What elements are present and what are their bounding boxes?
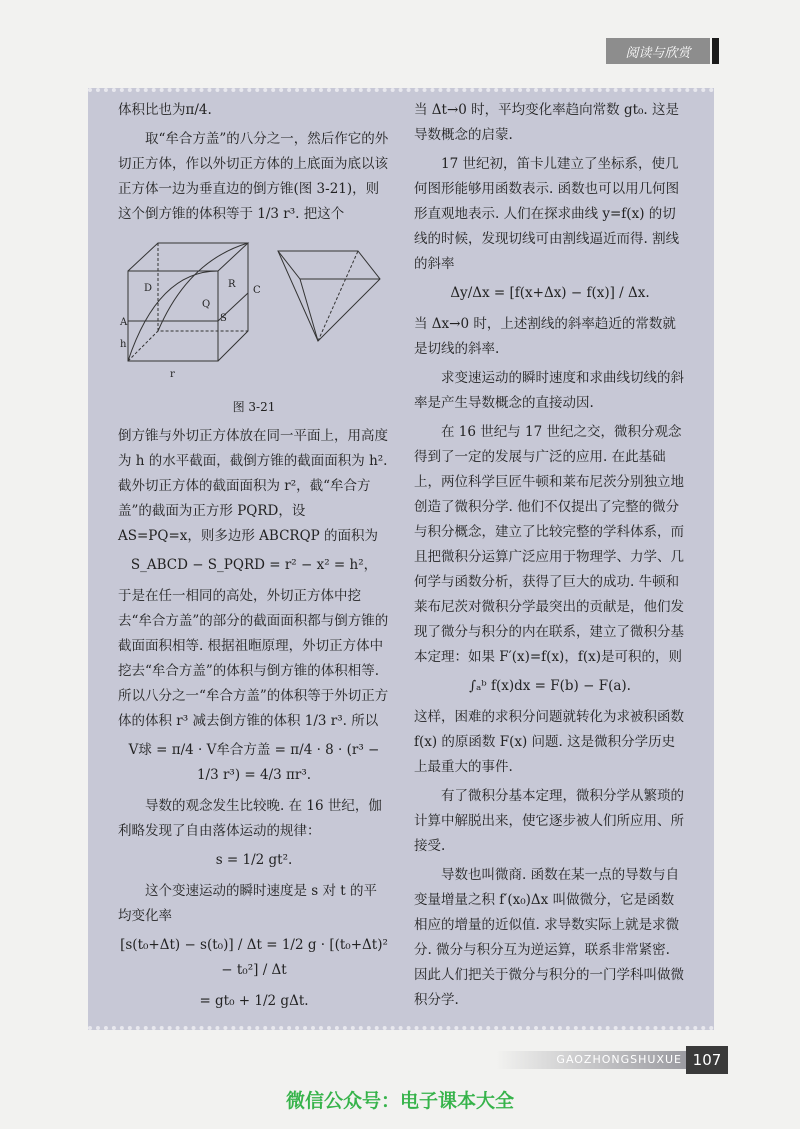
svg-text:R: R (228, 279, 236, 290)
right-p7: 有了微积分基本定理，微积分学从繁琐的计算中解脱出来，使它逐步被人们所应用、所接受. (414, 788, 684, 854)
svg-text:Q: Q (202, 299, 211, 310)
right-column (414, 98, 686, 1017)
left-formula-4a: [s(t₀+Δt) − s(t₀)] / Δt = 1/2 g · [(t₀+Δt)² − t₀²] / Δt (120, 937, 388, 978)
section-tab (606, 38, 710, 64)
left-formula-3: s = 1/2 gt². (215, 852, 293, 868)
left-p6: 这个变速运动的瞬时速度是 s 对 t 的平均变化率 (118, 883, 378, 924)
svg-text:C: C (253, 285, 261, 296)
right-p6: 这样，困难的求积分问题就转化为求被积函数 f(x) 的原函数 F(x) 问题. 这是微积分学历史上最重大的事件. (414, 709, 684, 775)
svg-text:h: h (120, 339, 127, 350)
right-p3: 当 Δx→0 时，上述割线的斜率趋近的常数就是切线的斜率. (414, 316, 676, 357)
section-label: 阅读与欣赏 (625, 45, 691, 61)
svg-text:r: r (170, 369, 175, 380)
left-p3: 倒方锥与外切正方体放在同一平面上，用高度为 h 的水平截面，截倒方锥的截面面积为 h². 截外切正方体的截面面积为 r²，截“牟合方盖”的截面为正方形 PQRD，设 AS=PQ=x，则多边形 ABCRQP 的面积为 (118, 428, 388, 544)
left-formula-1: S_ABCD − S_PQRD = r² − x² = h²， (130, 557, 378, 573)
right-formula-1: Δy/Δx = [f(x+Δx) − f(x)] / Δx. (450, 285, 650, 301)
reading-box (88, 88, 714, 1030)
svg-text:S: S (220, 313, 227, 324)
svg-text:A: A (120, 317, 128, 328)
right-p5: 在 16 世纪与 17 世纪之交，微积分观念得到了一定的发展与广泛的应用. 在此基础上，两位科学巨匠牛顿和莱布尼茨分别独立地创造了微积分学. 他们不仅提出了完整的微分与积分概念，建立了比较完整的学科体系，而且把微积分运算广泛应用于物理学、力学、几何学与函数分析，获得了巨大的成功. 牛顿和莱布尼茨对微积分学最突出的贡献是，他们发现了微分与积分的内在联系，建立了微积分基本定理：如果 F′(x)=f(x)，f(x)是可积的，则 (414, 424, 684, 665)
right-p1: 当 Δt→0 时，平均变化率趋向常数 gt₀. 这是导数概念的启蒙. (414, 102, 680, 143)
right-formula-2: ∫ₐᵇ f(x)dx = F(b) − F(a). (469, 678, 631, 694)
left-formula-4b: = gt₀ + 1/2 gΔt. (199, 993, 309, 1009)
figure-caption: 图 3-21 (232, 400, 276, 414)
left-p1: 体积比也为π/4. (118, 102, 212, 118)
right-p4: 求变速运动的瞬时速度和求曲线切线的斜率是产生导数概念的直接动因. (414, 370, 684, 411)
svg-text:D: D (144, 283, 153, 294)
page-number: 107 (686, 1046, 728, 1074)
watermark: 微信公众号：电子课本大全 (285, 1090, 514, 1112)
section-bar (712, 38, 719, 64)
cube-diagram (118, 231, 390, 391)
right-p8: 导数也叫微商. 函数在某一点的导数与自变量增量之积 f′(x₀)Δx 叫做微分，它是函数相应的增量的近似值. 求导数实际上就是求微分. 微分与积分互为逆运算，联系非常紧密. 因此人们把关于微分与积分的一门学科叫做微积分学. (414, 867, 684, 1008)
left-p2: 取“牟合方盖”的八分之一，然后作它的外切正方体，作以外切正方体的上底面为底以该正方体一边为垂直边的倒方锥(图 3-21)，则这个倒方锥的体积等于 1/3 r³. 把这个 (118, 131, 389, 222)
footer-brand: GAOZHONGSHUXUE (496, 1051, 688, 1069)
left-column (118, 98, 390, 1020)
left-formula-2: V球 = π/4 · V牟合方盖 = π/4 · 8 · (r³ − 1/3 r³) = 4/3 πr³. (128, 742, 380, 783)
left-p5: 导数的观念发生比较晚. 在 16 世纪，伽利略发现了自由落体运动的规律： (118, 798, 382, 839)
figure-3-21 (118, 231, 390, 391)
right-p2: 17 世纪初，笛卡儿建立了坐标系，使几何图形能够用函数表示. 函数也可以用几何图形直观地表示. 人们在探求曲线 y=f(x) 的切线的时候，发现切线可由割线逼近而得. 割线的斜率 (414, 156, 680, 272)
left-p4: 于是在任一相同的高处，外切正方体中挖去“牟合方盖”的部分的截面面积都与倒方锥的截面面积相等. 根据祖暅原理，外切正方体中挖去“牟合方盖”的体积与倒方锥的体积相等. 所以八分之一“牟合方盖”的体积等于外切正方体的体积 r³ 减去倒方锥的体积 1/3 r³. 所以 (118, 588, 389, 729)
